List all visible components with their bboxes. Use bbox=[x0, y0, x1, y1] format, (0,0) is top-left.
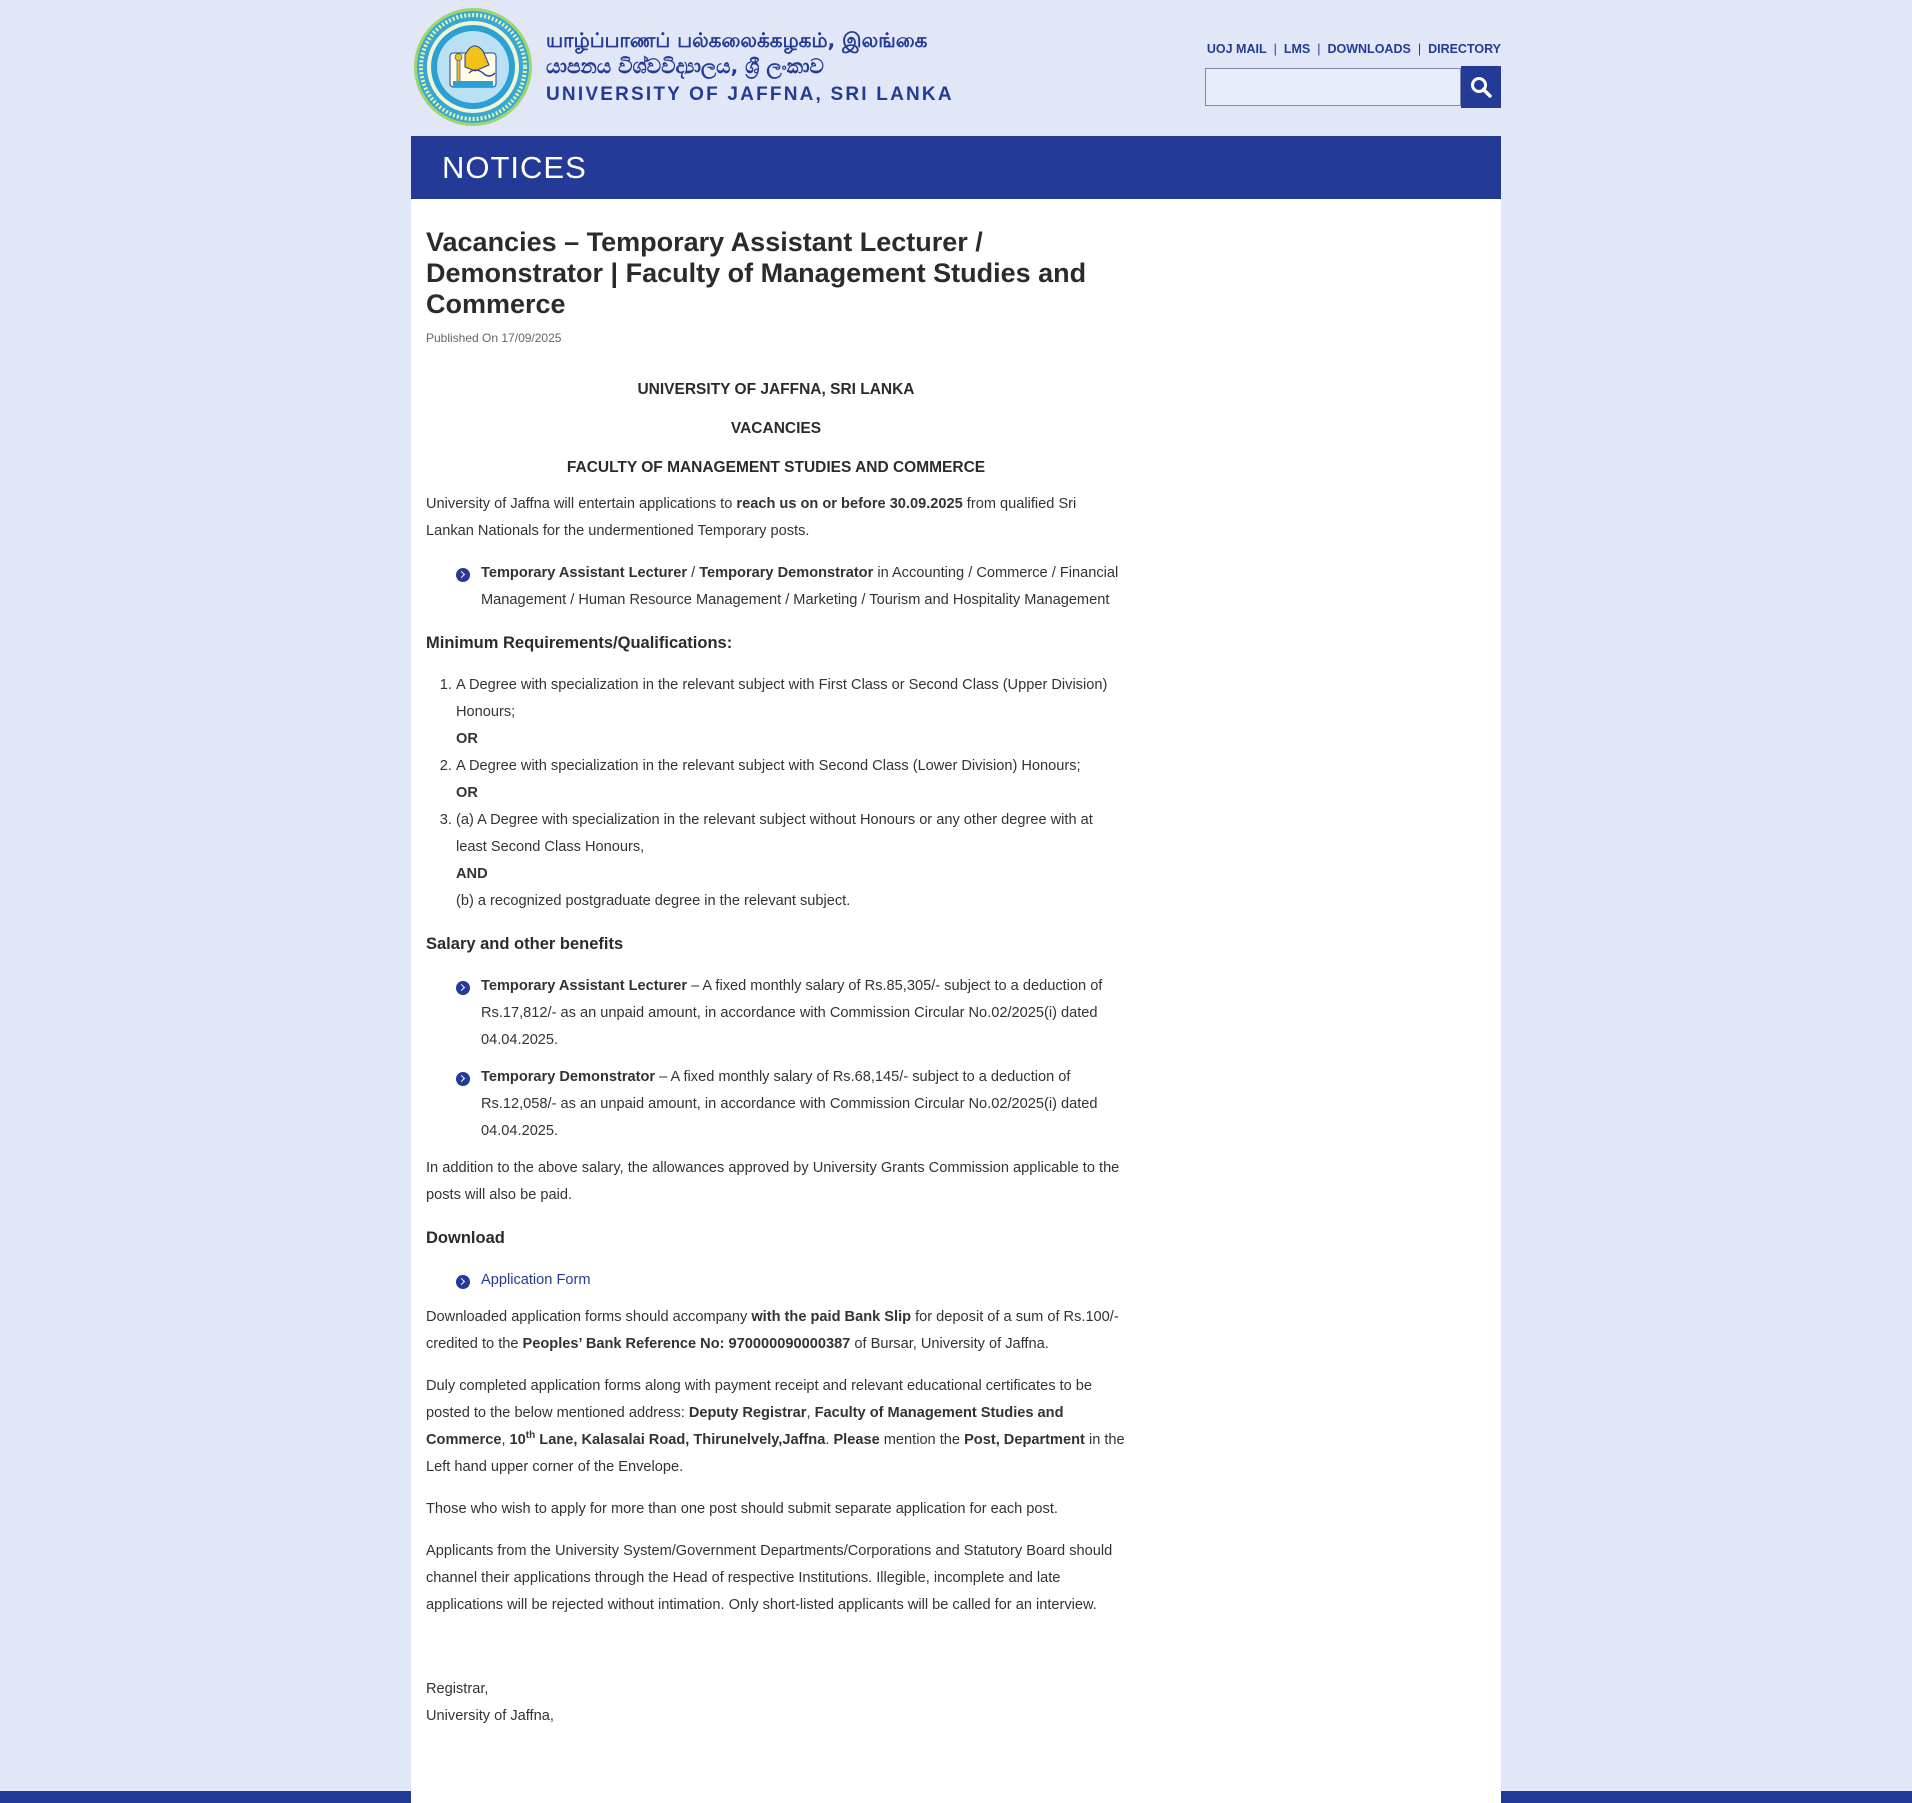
channel-paragraph: Applicants from the University System/Government Departments/Corporations and Statutory Board should channel their applications through the Head of respective Institutions. Illegible, incomplete and late applications will be rejected without intimation. Only short-listed applicants will be called for an interview. bbox=[426, 1543, 1113, 1613]
university-seal-icon bbox=[413, 7, 533, 127]
nav-separator: | bbox=[1273, 42, 1277, 56]
brand-name-english: UNIVERSITY OF JAFFNA, SRI LANKA bbox=[546, 84, 954, 105]
main-content bbox=[411, 199, 1501, 1803]
search-form bbox=[1205, 68, 1501, 108]
chevron-right-icon bbox=[456, 1072, 470, 1086]
search-button[interactable] bbox=[1461, 66, 1501, 108]
bank-slip-paragraph: Downloaded application forms should accompany with the paid Bank Slip for deposit of a sum of Rs.100/- credited to the Peoples’ Bank Reference No: 970000090000387 of Bursar, University of Jaffna. bbox=[426, 1309, 1119, 1352]
requirements-heading: Minimum Requirements/Qualifications: bbox=[426, 634, 733, 652]
separate-application-paragraph: Those who wish to apply for more than one post should submit separate application for each post. bbox=[426, 1501, 1058, 1517]
allowances-paragraph: In addition to the above salary, the allowances approved by University Grants Commission applicable to the posts will also be paid. bbox=[426, 1160, 1120, 1203]
posts-list bbox=[426, 560, 1126, 614]
heading-vacancies: VACANCIES bbox=[730, 420, 822, 437]
top-nav bbox=[1207, 42, 1501, 56]
list-item: Temporary Assistant Lecturer – A fixed monthly salary of Rs.85,305/- subject to a deduction of Rs.17,812/- as an unpaid amount, in accordance with Commission Circular No.02/2025(i) dated 04.04.2025. bbox=[481, 973, 1126, 1054]
signoff-line1: Registrar, bbox=[426, 1681, 489, 1697]
application-form-link[interactable]: Application Form bbox=[481, 1272, 591, 1288]
signoff-line2: University of Jaffna, bbox=[426, 1708, 554, 1724]
site-header bbox=[411, 0, 1501, 136]
download-list bbox=[426, 1267, 1126, 1294]
list-item: 1. A Degree with specialization in the relevant subject with First Class or Second Class (Upper Division) Honours; OR bbox=[456, 672, 1126, 753]
university-logo[interactable] bbox=[413, 7, 533, 127]
section-title: NOTICES bbox=[442, 150, 587, 185]
signoff bbox=[426, 1676, 1126, 1730]
list-item: 2. A Degree with specialization in the relevant subject with Second Class (Lower Division) Honours; OR bbox=[456, 753, 1126, 807]
intro-paragraph: University of Jaffna will entertain applications to reach us on or before 30.09.2025 from qualified Sri Lankan Nationals for the undermentioned Temporary posts. bbox=[426, 496, 1077, 539]
search-input[interactable] bbox=[1205, 68, 1461, 106]
brand-name-sinhala: යාපනය විශ්වවිද්‍යාලය, ශ්‍රී ලංකාව bbox=[546, 54, 824, 78]
chevron-right-icon bbox=[456, 568, 470, 582]
nav-link-uoj-mail[interactable]: UOJ MAIL bbox=[1206, 42, 1267, 56]
list-item: 3. (a) A Degree with specialization in the relevant subject without Honours or any other degree with at least Second Class Honours, AND (b) a recognized postgraduate degree in the relevant subject. bbox=[456, 807, 1126, 915]
address-paragraph: Duly completed application forms along with payment receipt and relevant educational certificates to be posted to the below mentioned address: Deputy Registrar, Faculty of Management Studies and Commerce, 10th Lane, Kalasalai Road, Thirunelvely,Jaffna. Please mention the Post, Department in the Left hand upper corner of the Envelope. bbox=[426, 1378, 1125, 1475]
published-date: Published On 17/09/2025 bbox=[426, 331, 562, 345]
nav-link-directory[interactable]: DIRECTORY bbox=[1428, 42, 1501, 56]
page-wrapper bbox=[411, 0, 1501, 1803]
download-heading: Download bbox=[426, 1229, 505, 1247]
heading-faculty: FACULTY OF MANAGEMENT STUDIES AND COMMERCE bbox=[566, 459, 986, 476]
list-item: Temporary Demonstrator – A fixed monthly salary of Rs.68,145/- subject to a deduction of Rs.12,058/- as an unpaid amount, in accordance with Commission Circular No.02/2025(i) dated 04.04.2025. bbox=[481, 1064, 1126, 1145]
nav-separator: | bbox=[1317, 42, 1321, 56]
search-icon bbox=[1470, 76, 1492, 98]
chevron-right-icon bbox=[456, 981, 470, 995]
brand-block[interactable] bbox=[546, 27, 954, 106]
salary-heading: Salary and other benefits bbox=[426, 935, 624, 953]
list-item bbox=[481, 1267, 1126, 1294]
chevron-right-icon bbox=[456, 1275, 470, 1289]
nav-link-downloads[interactable]: DOWNLOADS bbox=[1327, 42, 1411, 56]
article bbox=[426, 227, 1126, 1730]
nav-link-lms[interactable]: LMS bbox=[1283, 42, 1311, 56]
article-title: Vacancies – Temporary Assistant Lecturer / Demonstrator | Faculty of Management Studies and Commerce bbox=[426, 227, 1087, 319]
nav-separator: | bbox=[1417, 42, 1422, 56]
salary-list bbox=[426, 973, 1126, 1145]
brand-name-tamil: யாழ்ப்பாணப் பல்கலைக்கழகம், இலங்கை bbox=[546, 28, 928, 52]
heading-university: UNIVERSITY OF JAFFNA, SRI LANKA bbox=[637, 381, 915, 398]
requirements-list bbox=[426, 672, 1126, 915]
list-item: Temporary Assistant Lecturer / Temporary Demonstrator in Accounting / Commerce / Financial Management / Human Resource Management / Marketing / Tourism and Hospitality Management bbox=[481, 560, 1126, 614]
section-title-bar bbox=[411, 136, 1501, 199]
